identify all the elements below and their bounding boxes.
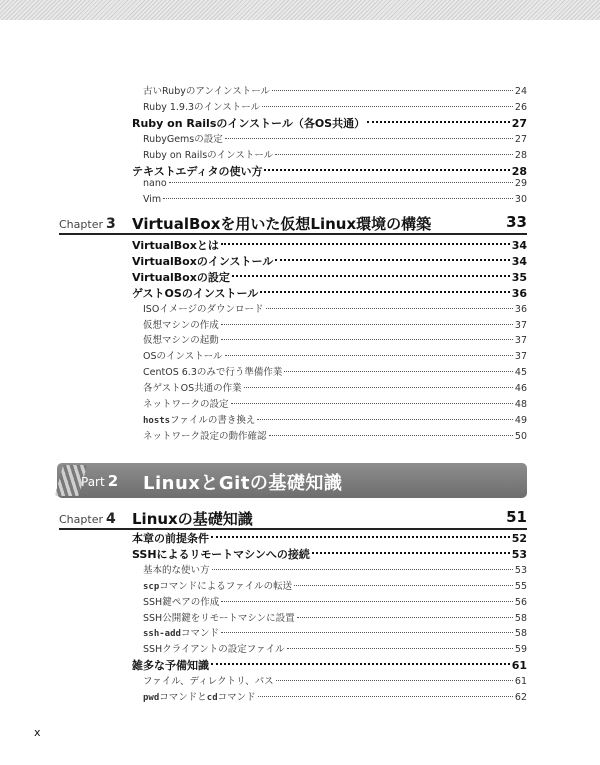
leader-dots xyxy=(287,647,513,649)
leader-dots xyxy=(262,105,513,107)
toc-subsection-entry[interactable] xyxy=(143,364,527,378)
entry-title xyxy=(143,178,167,189)
entry-page: 34 xyxy=(511,239,527,252)
entry-title xyxy=(143,301,264,315)
leader-dots xyxy=(312,551,510,554)
entry-text: Ruby on Railsのインストール xyxy=(143,149,274,161)
entry-code: ssh-add xyxy=(143,629,181,640)
entry-page: 36 xyxy=(511,286,527,300)
entry-page: 59 xyxy=(514,644,527,656)
toc-subsection-entry[interactable] xyxy=(143,99,527,113)
entry-text: SSH公開鍵をリモートマシンに設置 xyxy=(143,612,295,624)
entry-title xyxy=(143,396,229,410)
entry-text: Vim xyxy=(143,194,162,206)
toc-subsection-entry[interactable] xyxy=(143,301,527,315)
entry-title xyxy=(143,131,223,145)
entry-text: ネットワークの設定 xyxy=(143,399,229,410)
entry-title xyxy=(143,317,219,331)
toc-subsection-entry[interactable] xyxy=(143,178,527,189)
leader-dots xyxy=(284,370,513,372)
entry-title xyxy=(143,332,219,346)
toc-section-entry[interactable] xyxy=(132,657,527,673)
part-title: LinuxとGitの基礎知識 xyxy=(143,473,343,494)
toc-subsection-entry[interactable] xyxy=(143,131,527,145)
entry-text: コマンド xyxy=(217,692,256,703)
entry-title xyxy=(143,83,270,97)
entry-page: 55 xyxy=(514,580,527,592)
leader-dots xyxy=(221,338,513,340)
leader-dots xyxy=(275,153,513,155)
entry-page: 53 xyxy=(514,564,527,576)
leader-dots xyxy=(260,290,509,293)
toc-subsection-entry[interactable] xyxy=(143,673,527,687)
entry-text: ネットワーク設定の動作確認 xyxy=(143,430,267,442)
entry-text: 本章の前提条件 xyxy=(132,532,209,545)
entry-page: 52 xyxy=(511,532,527,545)
leader-dots xyxy=(211,535,510,538)
toc-section-entry[interactable] xyxy=(132,253,527,269)
entry-text: Ruby 1.9.3のインストール xyxy=(143,101,261,113)
entry-page: 24 xyxy=(514,86,527,97)
entry-title xyxy=(132,657,209,673)
toc-section-entry[interactable] xyxy=(132,115,527,131)
entry-page: 56 xyxy=(514,596,527,608)
leader-dots xyxy=(231,402,513,404)
entry-title xyxy=(143,641,285,655)
leader-dots xyxy=(163,197,513,199)
entry-title xyxy=(143,594,219,608)
part-2-banner xyxy=(57,463,527,498)
entry-text: コマンド xyxy=(180,628,219,640)
chapter-title: Linuxの基礎知識 xyxy=(132,510,253,528)
entry-text: SSHクライアントの設定ファイル xyxy=(143,644,285,656)
leader-dots xyxy=(221,631,513,633)
leader-dots xyxy=(297,616,513,618)
entry-title xyxy=(132,269,230,285)
entry-title xyxy=(143,610,295,624)
leader-dots xyxy=(257,418,513,420)
chapter-label: Chapter 4 xyxy=(59,511,116,527)
entry-page: 37 xyxy=(514,351,527,363)
leader-dots xyxy=(225,137,513,139)
part-label: Part 2 xyxy=(81,472,119,490)
toc-section-entry[interactable] xyxy=(132,163,527,179)
entry-page: 61 xyxy=(511,659,527,673)
entry-page: 61 xyxy=(514,676,527,688)
entry-title xyxy=(143,578,292,592)
leader-dots xyxy=(221,242,510,245)
entry-code: hosts xyxy=(143,415,171,426)
toc-section-entry[interactable] xyxy=(132,530,527,546)
entry-title xyxy=(132,546,310,562)
entry-text: SSHによるリモートマシンへの接続 xyxy=(132,547,310,561)
entry-page: 30 xyxy=(514,194,527,206)
leader-dots xyxy=(211,662,510,665)
toc-subsection-entry[interactable] xyxy=(143,689,527,703)
toc-subsection-entry[interactable] xyxy=(143,380,527,394)
toc-subsection-entry[interactable] xyxy=(143,594,527,608)
entry-page: 50 xyxy=(514,430,527,442)
chapter-label: Chapter 3 xyxy=(59,216,116,232)
leader-dots xyxy=(232,274,510,277)
entry-text: 雑多な予備知識 xyxy=(132,659,209,673)
toc-subsection-entry[interactable] xyxy=(143,317,527,331)
entry-text: Ruby on Railsのインストール（各OS共通） xyxy=(132,116,366,130)
entry-text: ISOイメージのダウンロード xyxy=(143,303,264,315)
entry-text: 古いRubyのアンインストール xyxy=(143,86,271,97)
entry-text: ゲストOSのインストール xyxy=(132,286,259,300)
toc-section-entry[interactable] xyxy=(132,269,527,285)
entry-page: 49 xyxy=(514,414,527,426)
entry-text: ファイルの書き換え xyxy=(170,414,256,426)
toc-subsection-entry[interactable] xyxy=(143,578,527,592)
page-folio: x xyxy=(34,726,41,739)
entry-text: OSのインストール xyxy=(143,351,223,363)
entry-text: nano xyxy=(143,178,167,190)
entry-page: 26 xyxy=(514,101,527,113)
toc-subsection-entry[interactable] xyxy=(143,83,527,97)
entry-title xyxy=(143,562,210,576)
entry-title xyxy=(143,348,223,362)
entry-text: CentOS 6.3のみで行う準備作業 xyxy=(143,367,283,379)
entry-title xyxy=(143,380,242,394)
entry-text: 基本的な使い方 xyxy=(143,564,210,576)
leader-dots xyxy=(276,679,513,681)
toc-section-entry[interactable] xyxy=(132,285,527,301)
leader-dots xyxy=(264,168,509,171)
leader-dots xyxy=(275,258,509,261)
toc-subsection-entry[interactable] xyxy=(143,194,527,205)
leader-dots xyxy=(212,568,513,570)
toc-subsection-entry[interactable] xyxy=(143,428,527,442)
entry-page: 34 xyxy=(511,254,527,268)
leader-dots xyxy=(294,584,513,586)
chapter-4-heading xyxy=(59,506,527,530)
leader-dots xyxy=(367,120,510,123)
entry-page: 28 xyxy=(514,149,527,161)
toc-subsection-entry[interactable] xyxy=(143,332,527,346)
chapter-page: 51 xyxy=(506,508,527,526)
entry-page: 48 xyxy=(514,399,527,410)
toc-subsection-entry[interactable] xyxy=(143,610,527,624)
entry-text: VirtualBoxの設定 xyxy=(132,270,230,284)
entry-page: 58 xyxy=(514,612,527,624)
toc-subsection-entry[interactable] xyxy=(143,147,527,161)
chapter-rule xyxy=(59,233,527,235)
entry-page: 45 xyxy=(514,367,527,379)
entry-title xyxy=(132,163,262,179)
leader-dots xyxy=(266,307,513,309)
entry-title xyxy=(132,253,273,269)
entry-title xyxy=(143,194,161,205)
entry-text: VirtualBoxとは xyxy=(132,239,219,252)
toc-subsection-entry[interactable] xyxy=(143,641,527,655)
chapter-title: VirtualBoxを用いた仮想Linux環境の構築 xyxy=(132,215,432,233)
entry-title xyxy=(132,115,365,131)
toc-subsection-entry[interactable] xyxy=(143,396,527,410)
entry-page: 46 xyxy=(514,383,527,395)
entry-page: 28 xyxy=(511,164,527,178)
entry-text: 各ゲストOS共通の作業 xyxy=(143,383,242,395)
entry-page: 53 xyxy=(511,547,527,561)
toc-subsection-entry[interactable] xyxy=(143,625,527,639)
entry-page: 36 xyxy=(514,303,527,315)
entry-text: 仮想マシンの起動 xyxy=(143,335,219,347)
entry-page: 37 xyxy=(514,335,527,347)
entry-page: 27 xyxy=(514,133,527,145)
entry-title xyxy=(132,530,209,546)
leader-dots xyxy=(258,695,513,697)
entry-text: コマンドによるファイルの転送 xyxy=(159,580,293,592)
leader-dots xyxy=(169,181,513,183)
toc-section-entry[interactable] xyxy=(132,237,527,253)
leader-dots xyxy=(272,89,513,91)
entry-title xyxy=(143,673,274,687)
entry-text: VirtualBoxのインストール xyxy=(132,254,274,268)
entry-title xyxy=(143,428,267,442)
leader-dots xyxy=(221,600,513,602)
entry-page: 29 xyxy=(514,178,527,190)
entry-title xyxy=(143,625,219,639)
entry-text: ファイル、ディレクトリ、パス xyxy=(143,676,274,688)
leader-dots xyxy=(244,386,513,388)
entry-page: 37 xyxy=(514,319,527,331)
entry-code: pwd xyxy=(143,693,160,703)
entry-title xyxy=(143,364,282,378)
entry-code: cd xyxy=(206,693,218,703)
entry-page: 58 xyxy=(514,628,527,640)
entry-page: 62 xyxy=(514,692,527,703)
leader-dots xyxy=(221,323,513,325)
toc-subsection-entry[interactable] xyxy=(143,562,527,576)
toc-subsection-entry[interactable] xyxy=(143,412,527,426)
entry-title xyxy=(143,412,255,426)
entry-page: 35 xyxy=(511,270,527,284)
entry-text: コマンドと xyxy=(159,692,207,703)
entry-page: 27 xyxy=(511,116,527,130)
entry-title xyxy=(143,147,273,161)
toc-section-entry[interactable] xyxy=(132,546,527,562)
leader-dots xyxy=(225,354,513,356)
chapter-3-heading xyxy=(59,211,527,235)
leader-dots xyxy=(269,434,513,436)
entry-text: SSH鍵ペアの作成 xyxy=(143,596,220,608)
entry-text: テキストエディタの使い方 xyxy=(132,164,263,178)
entry-text: 仮想マシンの作成 xyxy=(143,319,219,331)
header-hatch-band xyxy=(0,0,600,20)
entry-text: RubyGemsの設定 xyxy=(143,133,223,145)
entry-title xyxy=(132,285,258,301)
entry-title xyxy=(132,237,219,253)
entry-title xyxy=(143,689,256,703)
entry-code: scp xyxy=(143,581,160,592)
entry-title xyxy=(143,99,260,113)
chapter-page: 33 xyxy=(506,213,527,231)
toc-subsection-entry[interactable] xyxy=(143,348,527,362)
